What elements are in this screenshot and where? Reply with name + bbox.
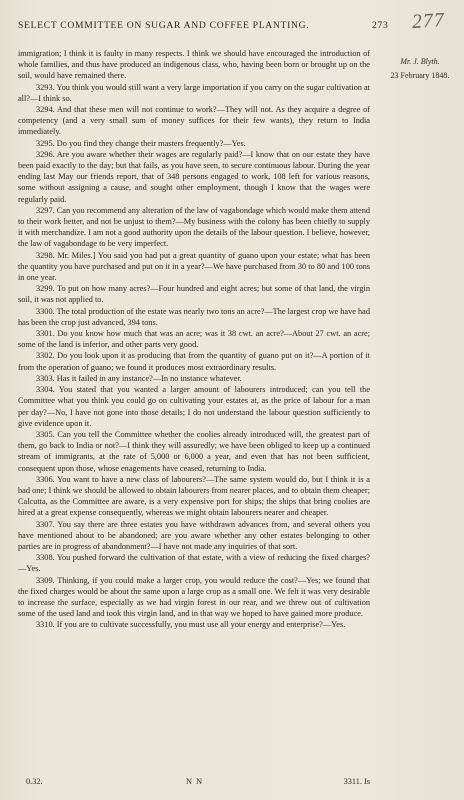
- footer-signature-mark: 0.32.: [26, 777, 43, 786]
- paragraph: 3299. To put on how many acres?—Four hundred and eight acres; but some of that land, the virgin soil, it was not applied to.: [18, 284, 370, 305]
- page-footer: [18, 777, 370, 789]
- paragraph: 3302. Do you look upon it as producing that from the quantity of guano put on it?—A portion of it from the operation of guano; we found it produces most extraordinary results.: [18, 351, 370, 372]
- paragraph: 3309. Thinking, if you could make a larger crop, you would reduce the cost?—Yes; we found that the fixed charges would be about the same upon a large crop as a small one. We felt it was very desirable to increase the surface, especially as we had virgin forest in our rear, and we threw out of cultivation some of the used land and took this virgin land, and in that way we hoped to have gained more produce.: [18, 575, 370, 619]
- paragraph: 3303. Has it failed in any instance?—In no instance whatever.: [36, 373, 242, 383]
- witness-name: Mr. J. Blyth.: [400, 57, 440, 66]
- paragraph: 3307. You say there are three estates you have withdrawn advances from, and several others you have mentioned about to be abandoned; are you aware whether any other estates belonging to other parties are in progress of abandonment?—I have not made any inquiries of that sort.: [18, 519, 370, 551]
- paragraph: 3308. You pushed forward the cultivation of that estate, with a view of reducing the fixed charges?—Yes.: [18, 553, 370, 574]
- evidence-text: [18, 48, 370, 631]
- paragraph: 3310. If you are to cultivate successfully, you must use all your energy and enterprise?—Yes.: [36, 620, 346, 630]
- header-title: SELECT COMMITTEE ON SUGAR AND COFFEE PLANTING.: [18, 20, 310, 31]
- footer-gathering-mark: N N: [186, 777, 204, 786]
- paragraph: 3304. You stated that you wanted a larger amount of labourers introduced; can you tell the Committee what you think you could go on cultivating your estates at, as the price of labour for a man per day?—No, I have not gone into those details; I do not understand the labour question sufficiently to give evidence upon it.: [18, 385, 370, 428]
- paragraph: 3296. Are you aware whether their wages are regularly paid?—I know that on our estate they have been paid exactly to the day; but that fails, as you have seen, to secure continuous labour. During the year ending last May our friends report, that of 348 persons engaged to work, 108 left for various reasons, some without assigning a cause, and sought other employment, though I know that the wages were regularly paid.: [18, 149, 370, 204]
- paragraph: 3293. You think you would still want a very large importation if you carry on the sugar cultivation at all?—I think so.: [18, 82, 370, 103]
- paragraph: 3300. The total production of the estate was nearly two tons an acre?—The largest crop we have had has been the crop just advanced, 394 tons.: [18, 306, 370, 327]
- paragraph: 3298. Mr. Miles.] You said you had put a great quantity of guano upon your estate; what has been the quantity you have purchased and put on it in a year?—We have purchased from 30 to 80 and 100 tons in one year.: [18, 250, 370, 283]
- paragraph: immigration; I think it is faulty in many respects. I think we should have encouraged the introduction of whole families, and thus have produced an indigenous class, who, having been born or brought up on the soil, would have remained there.: [18, 49, 370, 81]
- paragraph: 3294. And that these men will not continue to work?—They will not. As they acquire a degree of competency (and a very small sum of money suffices for their few wants), they return to India immediately.: [18, 105, 370, 137]
- paragraph: 3301. Do you know how much that was an acre; was it 38 cwt. an acre?—About 27 cwt. an acre; some of the land is inferior, and other parts very good.: [18, 329, 370, 350]
- paragraph: 3295. Do you find they change their masters frequently?—Yes.: [36, 138, 246, 148]
- footer-catchword: 3311. Is: [343, 777, 370, 786]
- paragraph: 3297. Can you recommend any alteration of the law of vagabondage which would make them attend to their work better, and not be unjust to them?—My business with the colony has been chiefly to supply it with merchandize. I am not a good authority upon the details of the labour question. I believe, however, the law of vagabondage to be very imperfect.: [18, 205, 370, 249]
- paragraph: 3306. You want to have a new class of labourers?—The same system would do, but I think it is a bad one; I think we should be allowed to obtain labourers from nearer places, and to obtain them cheaper; Calcutta, as the Committee are aware, is a very expensive port for ships; the ships that bring coolies are hired at a great expense consequently, whereas we might obtain labourers nearer and cheaper.: [18, 474, 370, 518]
- running-header: [18, 20, 389, 31]
- margin-note: [378, 55, 462, 83]
- evidence-date: 23 February 1848.: [390, 71, 450, 80]
- page-number: 273: [372, 20, 389, 31]
- paragraph: 3305. Can you tell the Committee whether the coolies already introduced will, the greatest part of them, go back to India or not?—I think they will assuredly; we have been obliged to keep up a continued stream of immigrants, at the rate of 5,000 or 6,000 a year, and even that has not been sufficient, consequent upon those, whose enagements have ceased, returning to India.: [18, 429, 370, 473]
- handwritten-folio-number: 277: [411, 8, 446, 34]
